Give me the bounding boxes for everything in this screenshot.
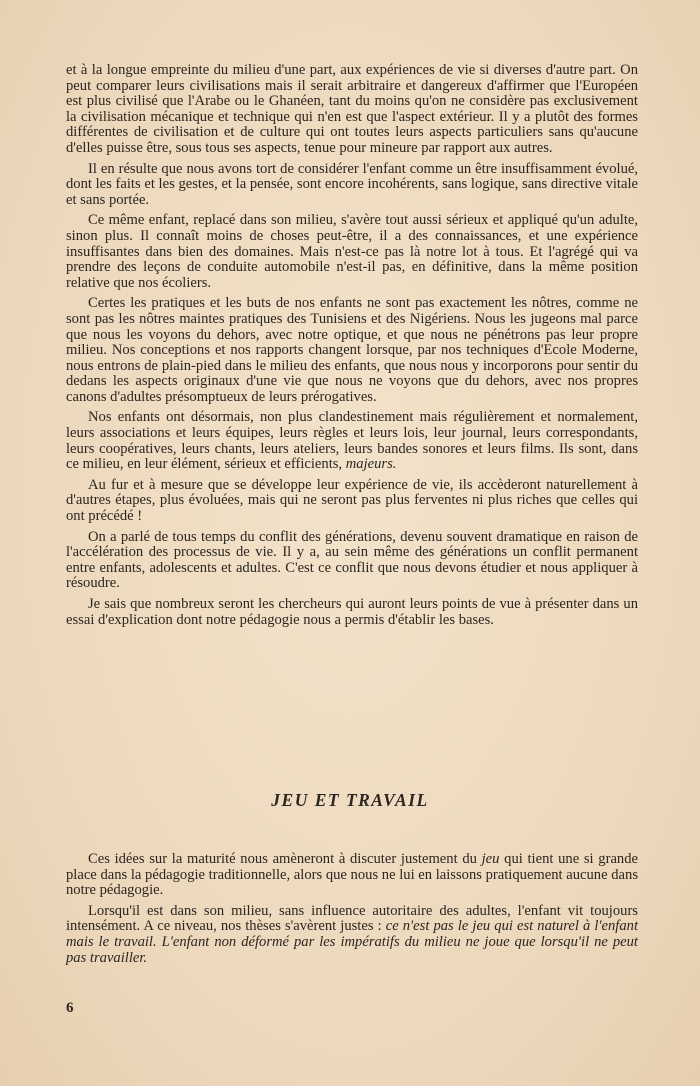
paragraph-1: et à la longue empreinte du milieu d'une part, aux expériences de vie si diverses d'autre part. On peut comparer leurs civilisations mais il serait arbitraire et dangereux d'affirmer que l'Européen est plus civilisé que l'Arabe ou le Ghanéen, tant du moins qu'on ne considère pas exclusivement la civilisation mécanique et technique qui n'en est que l'aspect extérieur. Il y a plutôt des formes différentes de civilisation et de culture qui ont toutes leurs aspects particuliers sans qu'aucune d'elles puisse être, sous tous ses aspects, tenue pour mineure par rapport aux autres. — [66, 62, 638, 156]
paragraph-10 — [66, 904, 638, 966]
paragraph-4: Certes les pratiques et les buts de nos enfants ne sont pas exactement les nôtres, comme ne sont pas les nôtres maintes pratiques des Tunisiens et des Nigériens. Nous les jugeons mal parce que nous les voyons du dehors, avec notre optique, et que nous ne pénétrons pas leur propre milieu. Nos conceptions et nos rapports changent lorsque, par nos techniques d'Ecole Moderne, nous entrons de plain-pied dans le milieu des enfants, que nous nous y incorporons pour sentir du dedans les aspects originaux d'une vie que nous ne voyons que du dehors, avec nos propres canons d'adultes présomptueux de leurs prérogatives. — [66, 295, 638, 405]
paragraph-5 — [66, 410, 638, 472]
paragraph-2: Il en résulte que nous avons tort de considérer l'enfant comme un être insuffisamment évolué, dont les faits et les gestes, et la pensée, sont encore incohérents, sans logique, sans directive vitale et sans portée. — [66, 160, 638, 208]
body-text-top — [66, 63, 638, 633]
paragraph-7: On a parlé de tous temps du conflit des générations, devenu souvent dramatique en raison de l'accélération des processus de vie. Il y a, au sein même des générations un conflit permanent entre enfants, adolescents et adultes. C'est ce conflit que nous devons étudier et nous appliquer à résoudre. — [66, 528, 638, 592]
paragraph-6: Au fur et à mesure que se développe leur expérience de vie, ils accèderont naturellement à d'autres étapes, plus évoluées, mais qui ne seront pas plus ferventes ni plus riches que celles qui ont précédé ! — [66, 476, 638, 525]
paragraph-5-text: Nos enfants ont désormais, non plus clandestinement mais régulièrement et normalement, leurs associations et leurs équipes, leurs règles et leurs lois, leur journal, leurs correspondants, leurs coopératives, leurs chants, leurs ateliers, leurs bandes sonores et leurs films. Ils sont, dans ce milieu, en leur élément, sérieux et efficients, — [66, 409, 638, 473]
paragraph-10-italic: ce n'est pas le jeu qui est naturel à l'enfant mais le travail. L'enfant non déformé par les impératifs du milieu ne joue que lorsqu'il ne peut pas travailler. — [66, 918, 638, 966]
paragraph-3: Ce même enfant, replacé dans son milieu, s'avère tout aussi sérieux et appliqué qu'un adulte, sinon plus. Il connaît moins de choses peut-être, il a des connaissances, et une expérience insuffisantes dans bien des domaines. Mais n'est-ce pas là notre lot à tous. Et l'agrégé qui va prendre des leçons de conduite automobile n'est-il pas, en définitive, dans la même position relative que nos écoliers. — [66, 212, 638, 291]
body-text-bottom — [66, 852, 638, 971]
paragraph-9-text-a: Ces idées sur la maturité nous amèneront à discuter justement du — [88, 851, 482, 867]
paragraph-5-italic: majeurs. — [345, 456, 397, 473]
paragraph-8: Je sais que nombreux seront les chercheurs qui auront leurs points de vue à présenter dans un essai d'explication dont notre pédagogie nous a permis d'établir les bases. — [66, 596, 638, 628]
paragraph-9-italic: jeu — [481, 851, 500, 867]
paragraph-10-text: Lorsqu'il est dans son milieu, sans influence autoritaire des adultes, l'enfant vit toujours intensément. A ce niveau, nos thèses s'avèrent justes : — [66, 902, 638, 935]
paragraph-9 — [66, 852, 638, 899]
page-number: 6 — [66, 1000, 74, 1016]
section-heading: JEU ET TRAVAIL — [271, 790, 429, 810]
paragraph-9-text-b: qui tient une si grande place dans la pédagogie traditionnelle, alors que nous ne lui en laissons pratiquement aucune dans notre pédagogie. — [66, 851, 638, 899]
